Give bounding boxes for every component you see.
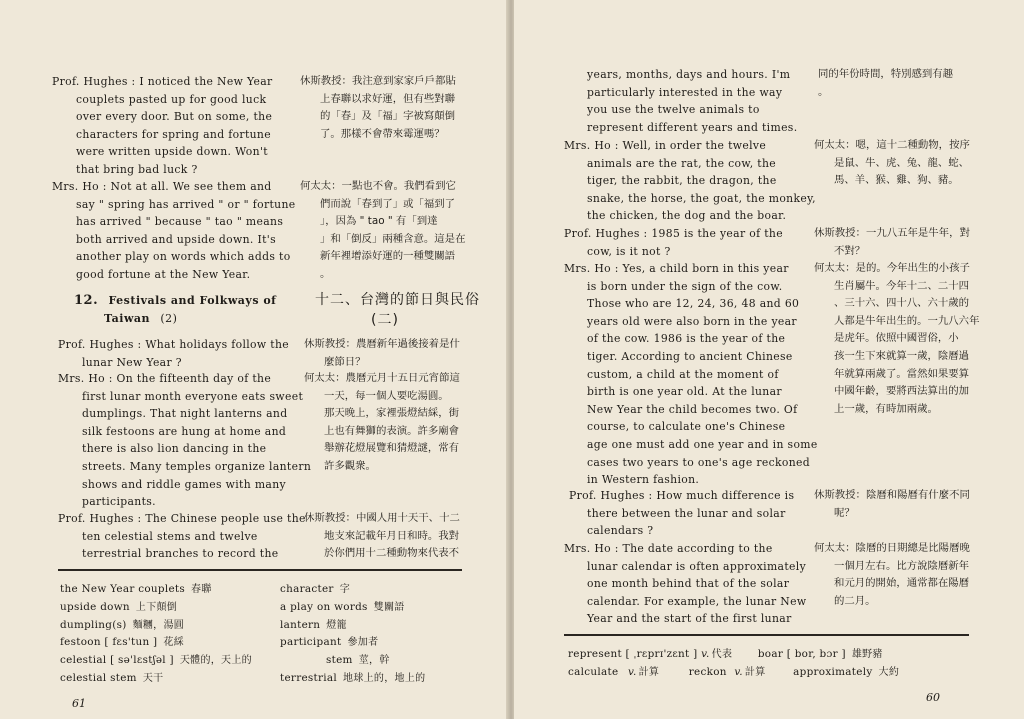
vocab-gloss: 計算 <box>744 667 766 678</box>
text-line: cases two years to one's age reckoned <box>587 455 811 469</box>
text-line: 」和「倒反」兩種含意。這是在 <box>320 232 466 245</box>
vocab-term: character <box>280 583 334 595</box>
text-line: 休斯教授：陰曆和陽曆有什麼不同 <box>814 489 970 501</box>
vocab-term: celestial [ sə'lɛstʃəl ] <box>60 654 174 667</box>
vocab-gloss: 參加者 <box>347 637 379 649</box>
text-line: 上春聯以求好運，但有些對聯 <box>320 92 456 105</box>
right-page <box>514 0 1024 719</box>
text-line: the chicken, the dog and the boar. <box>587 209 787 223</box>
text-line: streets. Many temples organize lantern <box>82 459 312 473</box>
vocab-term: approximately <box>793 666 873 678</box>
section-part-zh: (二) <box>371 312 399 328</box>
vocab-item <box>280 599 425 617</box>
text-line: in Western fashion. <box>587 473 700 487</box>
text-line: cow, is it not ? <box>587 244 671 258</box>
vocab-term: reckon <box>688 666 727 678</box>
text-line: ten celestial stems and twelve <box>82 529 258 543</box>
text-line: 麼節日？ <box>324 355 366 368</box>
text-line: 休斯教授：一九八五年是牛年，對 <box>814 227 970 239</box>
text-line: Prof. Hughes : The Chinese people use the <box>58 512 306 525</box>
dialogue-zh <box>300 73 456 143</box>
text-line: 上也有舞獅的表演。許多廟會 <box>324 424 460 437</box>
vocab-gloss: 燈籠 <box>326 619 347 631</box>
text-line: 休斯教授：我注意到家家戶戶都貼 <box>300 75 456 87</box>
text-line: particularly interested in the way <box>587 85 783 99</box>
vocab-list <box>60 581 252 688</box>
vocab-term: festoon [ fɛs'tun ] <box>60 636 158 649</box>
text-line: 人都是牛年出生的。一九八六年 <box>834 314 980 327</box>
text-line: 一個月左右。比方說陰曆新年 <box>834 559 970 572</box>
vocab-gloss: 計算 <box>638 667 660 678</box>
vocab-item <box>60 670 252 688</box>
text-line: Prof. Hughes : What holidays follow the <box>58 338 290 351</box>
vocab-item <box>689 666 766 678</box>
vocab-term: calculate <box>568 666 619 678</box>
text-line: 。 <box>818 85 829 98</box>
dialogue-en <box>58 510 306 563</box>
text-line: snake, the horse, the goat, the monkey, <box>587 191 816 205</box>
vocab-gloss: 代表 <box>711 649 733 660</box>
text-line: couplets pasted up for good luck <box>76 92 267 106</box>
text-line: 於你們用十二種動物來代表不 <box>324 547 460 560</box>
text-line: one month behind that of the solar <box>587 577 790 591</box>
vocab-item <box>758 648 883 660</box>
vocab-list <box>280 581 425 688</box>
text-line: first lunar month everyone eats sweet <box>82 389 304 403</box>
text-line: good fortune at the New Year. <box>76 267 251 281</box>
section-number: 12. <box>74 293 99 308</box>
text-line: tiger, the rabbit, the dragon, the <box>587 174 777 188</box>
text-line: is born under the sign of the cow. <box>587 279 783 293</box>
left-page <box>0 0 508 719</box>
text-line: 的「春」及「福」字被寫顛倒 <box>320 110 456 123</box>
dialogue-zh <box>814 137 970 190</box>
vocab-term: stem <box>326 654 353 667</box>
vocab-term: celestial stem <box>60 671 137 684</box>
dialogue-zh <box>818 66 953 101</box>
vocab-gloss: 字 <box>339 584 350 595</box>
vocab-row <box>568 664 899 682</box>
vocab-term: a play on words <box>280 600 368 613</box>
text-line: dumplings. That night lanterns and <box>82 407 288 421</box>
text-line: of the cow. 1986 is the year of the <box>587 332 786 346</box>
text-line: years old were also born in the year <box>587 314 797 328</box>
text-line: 」，因為 " tao " 有「到達 <box>320 215 438 228</box>
dialogue-zh <box>304 510 460 563</box>
vocab-term: the New Year couplets <box>60 583 186 595</box>
text-line: were written upside down. Won't <box>76 145 268 159</box>
text-line: has arrived " because " tao " means <box>76 215 284 229</box>
text-line: calendar. For example, the lunar New <box>587 594 807 608</box>
text-line: lunar calendar is often approximately <box>587 559 807 573</box>
vocab-item <box>280 670 425 688</box>
text-line: lunar New Year ? <box>82 355 182 369</box>
text-line: 呢？ <box>834 506 855 519</box>
vocab-gloss: 春聯 <box>191 584 212 595</box>
vocab-gloss: 天體的，天上的 <box>179 655 252 667</box>
section-title-line: Festivals and Folkways of <box>108 294 277 307</box>
dialogue-zh <box>304 336 460 371</box>
text-line: 舉辦花燈展覽和猜燈謎，常有 <box>324 442 460 455</box>
section-title-zh: 十二、台灣的節日與民俗 <box>315 292 480 308</box>
text-line: course, to calculate one's Chinese <box>587 420 786 434</box>
text-line: Prof. Hughes : How much difference is <box>569 489 795 502</box>
text-line: another play on words which adds to <box>76 250 291 264</box>
text-line: Mrs. Ho : Not at all. We see them and <box>52 180 272 193</box>
dialogue-en <box>564 137 816 225</box>
vocab-item <box>568 648 732 660</box>
vocab-gloss: 麵糰，湯圓 <box>132 619 185 631</box>
text-line: 地支來記載年月日和時。我對 <box>324 529 460 542</box>
vocab-term: terrestrial <box>280 671 338 684</box>
vocab-term: upside down <box>60 600 130 613</box>
vocab-term: participant <box>280 636 342 649</box>
text-line: 那天晚上，家裡張燈結綵，街 <box>324 407 460 420</box>
text-line: Mrs. Ho : On the fifteenth day of the <box>58 372 272 385</box>
vocab-term: dumpling(s) <box>60 618 127 631</box>
text-line: 不對？ <box>834 244 866 257</box>
dialogue-en <box>569 487 794 540</box>
vocab-term: lantern <box>280 618 321 631</box>
vocab-pos: v. <box>701 648 710 660</box>
text-line: 們而說「春到了」或「福到了 <box>320 197 456 210</box>
section-heading-en <box>104 310 177 327</box>
vocab-item <box>60 634 252 652</box>
section-heading-en <box>74 292 276 309</box>
dialogue-en <box>52 178 296 284</box>
vocab-term: represent [ ˌrɛprɪ'zɛnt ] <box>568 648 698 660</box>
dialogue-en <box>58 336 289 371</box>
text-line: age one must add one year and in some <box>587 437 818 451</box>
text-line: years, months, days and hours. I'm <box>587 68 791 81</box>
text-line: you use the twelve animals to <box>587 103 760 117</box>
text-line: 新年裡增添好運的一種雙關語 <box>320 250 456 263</box>
text-line: there between the lunar and solar <box>587 506 786 520</box>
text-line: 休斯教授：中國人用十天干、十二 <box>304 512 460 524</box>
vocab-divider <box>564 634 969 636</box>
dialogue-zh <box>300 178 465 284</box>
text-line: Those who are 12, 24, 36, 48 and 60 <box>587 297 800 311</box>
dialogue-zh <box>814 540 970 610</box>
dialogue-en <box>564 260 818 489</box>
text-line: 。 <box>320 267 331 280</box>
dialogue-en <box>564 540 806 628</box>
text-line: Year and the start of the first lunar <box>587 612 792 626</box>
text-line: characters for spring and fortune <box>76 127 271 141</box>
vocab-item <box>280 634 425 652</box>
text-line: 何太太：是的。今年出生的小孩子 <box>814 262 970 274</box>
text-line: birth is one year old. At the lunar <box>587 385 782 399</box>
dialogue-en <box>52 73 273 179</box>
dialogue-en <box>58 370 311 511</box>
text-line: over every door. But on some, the <box>76 110 273 124</box>
page-number: 60 <box>926 691 940 704</box>
vocab-gloss: 大約 <box>878 667 900 678</box>
vocab-item <box>280 581 425 599</box>
text-line: custom, a child at the moment of <box>587 367 779 381</box>
text-line: 了。那樣不會帶來霉運嗎？ <box>320 127 445 140</box>
text-line: Mrs. Ho : Well, in order the twelve <box>564 139 767 152</box>
text-line: 休斯教授：農曆新年過後接着是什 <box>304 338 460 350</box>
text-line: Prof. Hughes : 1985 is the year of the <box>564 227 783 240</box>
text-line: shows and riddle games with many <box>82 477 286 491</box>
text-line: 何太太：陰曆的日期總是比陽曆晚 <box>814 542 970 554</box>
dialogue-zh <box>814 487 970 522</box>
text-line: 和元月的開始，通常都在陽曆 <box>834 577 970 590</box>
text-line: 一天，每一個人要吃湯圓。 <box>324 389 449 402</box>
text-line: 中國年齡，要將西法算出的加 <box>834 385 970 398</box>
vocab-term: boar [ bor, bɔr ] <box>757 648 846 660</box>
text-line: 馬、羊、猴、雞、狗、豬。 <box>834 174 959 187</box>
text-line: both arrived and upside down. It's <box>76 232 276 246</box>
text-line: represent different years and times. <box>587 120 798 134</box>
dialogue-zh <box>814 225 970 260</box>
page-number: 61 <box>72 697 86 710</box>
dialogue-en <box>564 225 783 260</box>
text-line: 年就算兩歲了。當然如果要算 <box>834 367 970 380</box>
text-line: calendars ? <box>587 524 654 538</box>
text-line: 生肖屬牛。今年十二、二十四 <box>834 279 970 292</box>
dialogue-zh <box>304 370 460 476</box>
vocab-item <box>793 666 899 678</box>
section-part: (2) <box>160 312 178 325</box>
text-line: 、三十六、四十八、六十歲的 <box>834 297 970 310</box>
text-line: 許多觀衆。 <box>324 459 376 472</box>
text-line: terrestrial branches to record the <box>82 547 279 561</box>
text-line: 孩一生下來就算一歲，陰曆過 <box>834 349 970 362</box>
text-line: 是鼠、牛、虎、兔、龍、蛇、 <box>834 156 970 169</box>
vocab-gloss: 雄野豬 <box>851 649 883 660</box>
text-line: 何太太：一點也不會。我們看到它 <box>300 180 456 192</box>
vocab-item <box>60 652 252 670</box>
text-line: Prof. Hughes : I noticed the New Year <box>52 75 273 88</box>
vocab-item <box>60 617 252 635</box>
vocab-divider <box>58 569 462 571</box>
text-line: 是虎年。依照中國習俗，小 <box>834 332 959 345</box>
vocab-item <box>60 581 252 599</box>
text-line: Mrs. Ho : Yes, a child born in this year <box>564 262 789 275</box>
vocab-gloss: 上下顛倒 <box>135 601 178 613</box>
section-title-line: Taiwan <box>104 312 151 325</box>
vocab-gloss: 花綵 <box>163 637 185 649</box>
vocab-item <box>568 666 659 678</box>
vocab-pos: v. <box>628 666 637 678</box>
text-line: 何太太：農曆元月十五日元宵節這 <box>304 372 460 384</box>
text-line: 同的年份時間，特別感到有趣 <box>818 68 954 80</box>
text-line: 何太太：嗯，這十二種動物，按序 <box>814 139 970 151</box>
vocab-pos: v. <box>734 666 743 678</box>
vocab-gloss: 地球上的，地上的 <box>343 672 426 684</box>
vocab-gloss: 雙關語 <box>373 601 405 613</box>
text-line: Mrs. Ho : The date according to the <box>564 542 773 555</box>
vocab-gloss: 莖，幹 <box>358 655 390 667</box>
vocab-gloss: 天干 <box>142 672 164 684</box>
text-line: that bring bad luck ? <box>76 162 198 176</box>
dialogue-en <box>587 66 797 136</box>
text-line: say " spring has arrived " or " fortune <box>76 197 296 211</box>
text-line: silk festoons are hung at home and <box>82 424 287 438</box>
text-line: 上一歲，有時加兩歲。 <box>834 402 938 415</box>
vocab-row <box>568 646 883 664</box>
dialogue-zh <box>814 260 979 418</box>
vocab-item <box>280 652 425 670</box>
text-line: participants. <box>82 495 156 509</box>
text-line: tiger. According to ancient Chinese <box>587 349 793 363</box>
text-line: 的二月。 <box>834 594 876 607</box>
text-line: New Year the child becomes two. Of <box>587 402 798 416</box>
text-line: there is also lion dancing in the <box>82 442 267 456</box>
text-line: animals are the rat, the cow, the <box>587 156 776 170</box>
section-heading-zh <box>315 290 480 330</box>
vocab-item <box>60 599 252 617</box>
vocab-item <box>280 617 425 635</box>
